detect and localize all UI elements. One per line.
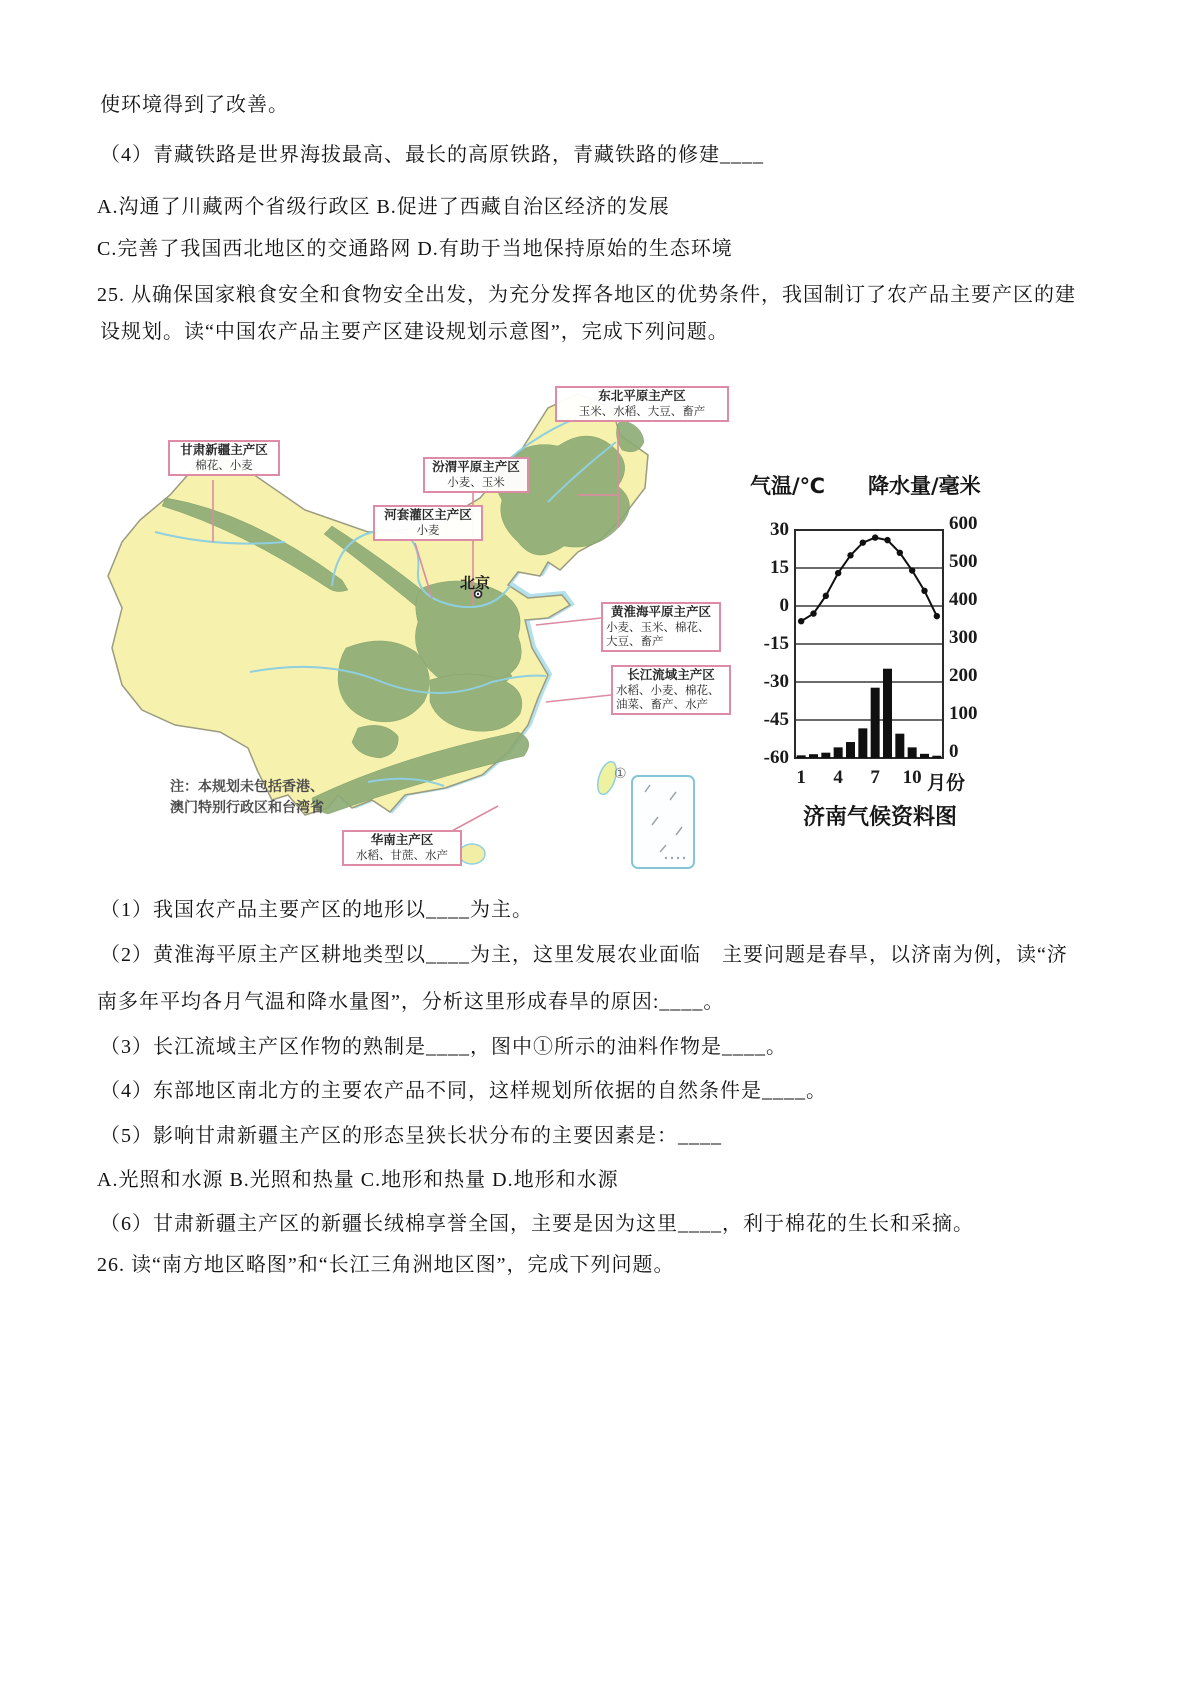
month-tick-1: 1 — [796, 767, 806, 788]
month-tick-4: 4 — [833, 767, 843, 788]
precip-bar-month-11 — [920, 754, 929, 758]
question-26-intro: 26. 读“南方地区略图”和“长江三角洲地区图”，完成下列问题。 — [97, 1254, 675, 1276]
question-25-intro-line1: 25. 从确保国家粮食安全和食物安全出发，为充分发挥各地区的优势条件，我国制订了农产品主要产区的建 — [97, 284, 1076, 306]
precip-bar-month-5 — [846, 742, 855, 758]
question-25-6: （6）甘肃新疆主产区的新疆长绒棉享誉全国，主要是因为这里____，利于棉花的生长和采摘。 — [100, 1213, 974, 1235]
chart-title: 济南气候资料图 — [802, 805, 957, 830]
precip-bar-month-3 — [821, 753, 830, 758]
temperature-point-month-8 — [884, 537, 890, 543]
temp-tick-15: 15 — [770, 557, 789, 578]
question-24-options-cd: C.完善了我国西北地区的交通路网 D.有助于当地保持原始的生态环境 — [97, 238, 733, 260]
label-yangtze-basin — [611, 665, 731, 715]
label-title: 汾渭平原主产区 — [432, 460, 520, 474]
precip-tick-0: 0 — [949, 741, 959, 762]
temp-tick--30: -30 — [763, 671, 789, 692]
precip-tick-200: 200 — [949, 665, 978, 686]
precip-bar-month-7 — [871, 688, 880, 758]
label-title: 黄淮海平原主产区 — [610, 605, 711, 619]
temperature-point-month-7 — [872, 534, 878, 540]
precip-tick-400: 400 — [949, 589, 978, 610]
month-axis-label: 月份 — [927, 772, 966, 794]
map-note — [170, 776, 324, 818]
temperature-point-month-9 — [897, 550, 903, 556]
temperature-point-month-1 — [798, 618, 804, 624]
beijing-dot-center — [477, 593, 479, 595]
circle-1-marker: ① — [614, 767, 627, 782]
label-crops: 玉米、水稻、大豆、畜产 — [578, 405, 706, 418]
month-tick-7: 7 — [870, 767, 880, 788]
label-title: 华南主产区 — [370, 833, 434, 847]
precip-axis-title: 降水量/毫米 — [868, 474, 981, 498]
temperature-point-month-6 — [860, 539, 866, 545]
label-title: 河套灌区主产区 — [384, 508, 472, 522]
question-24-options-ab: A.沟通了川藏两个省级行政区 B.促进了西藏自治区经济的发展 — [97, 196, 670, 218]
precip-bar-month-2 — [809, 754, 818, 758]
label-crops: 油菜、畜产、水产 — [616, 699, 708, 711]
paragraph-line: 使环境得到了改善。 — [100, 94, 289, 116]
temperature-point-month-4 — [835, 570, 841, 576]
question-25-2-line2: 南多年平均各月气温和降水量图”，分析这里形成春旱的原因:____。 — [97, 991, 725, 1013]
temp-tick--60: -60 — [763, 747, 789, 768]
label-fenwei-plain — [423, 457, 529, 493]
label-gansu-xinjiang — [168, 440, 280, 476]
label-hetao-irrigated — [373, 505, 483, 541]
temp-tick-0: 0 — [779, 595, 789, 616]
temperature-point-month-5 — [847, 552, 853, 558]
precip-tick-100: 100 — [949, 703, 978, 724]
question-25-5-options: A.光照和水源 B.光照和热量 C.地形和热量 D.地形和水源 — [97, 1169, 619, 1191]
label-south-china — [342, 830, 462, 866]
label-crops: 小麦 — [416, 524, 440, 537]
label-crops: 小麦、玉米 — [447, 476, 505, 489]
label-title: 长江流域主产区 — [627, 668, 715, 682]
question-24-item4: （4）青藏铁路是世界海拔最高、最长的高原铁路，青藏铁路的修建____ — [100, 144, 764, 166]
temperature-point-month-12 — [934, 613, 940, 619]
question-25-figure — [0, 380, 1200, 895]
question-25-3: （3）长江流域主产区作物的熟制是____，图中①所示的油料作物是____。 — [100, 1036, 787, 1058]
question-25-1: （1）我国农产品主要产区的地形以____为主。 — [100, 899, 533, 921]
label-crops: 水稻、小麦、棉花、 — [616, 684, 720, 697]
label-crops: 棉花、小麦 — [195, 459, 253, 472]
beijing-label: 北京 — [460, 575, 491, 592]
month-tick-10: 10 — [902, 767, 922, 788]
china-agriculture-map — [100, 380, 740, 895]
map-note-line2: 澳门特别行政区和台湾省 — [170, 799, 324, 815]
temperature-point-month-11 — [921, 588, 927, 594]
temperature-point-month-3 — [823, 593, 829, 599]
label-crops: 小麦、玉米、棉花、 — [606, 621, 710, 634]
temperature-point-month-2 — [810, 610, 816, 616]
question-25-4: （4）东部地区南北方的主要农产品不同，这样规划所依据的自然条件是____。 — [100, 1080, 827, 1102]
hainan-island — [459, 844, 485, 864]
label-title: 东北平原主产区 — [598, 389, 686, 403]
temperature-line — [801, 538, 937, 622]
precip-bar-month-9 — [895, 734, 904, 758]
question-25-5: （5）影响甘肃新疆主产区的形态呈狭长状分布的主要因素是：____ — [100, 1125, 722, 1147]
precip-bar-month-1 — [797, 755, 806, 758]
map-note-line1: 注：本规划未包括香港、 — [170, 778, 324, 794]
precip-bar-month-10 — [908, 747, 917, 758]
precip-tick-600: 600 — [949, 513, 978, 534]
label-huanghuaihai-plain — [601, 602, 721, 652]
temp-axis-title: 气温/℃ — [750, 474, 826, 498]
label-crops: 水稻、甘蔗、水产 — [356, 849, 448, 862]
precip-tick-300: 300 — [949, 627, 978, 648]
temperature-point-month-10 — [909, 567, 915, 573]
label-crops: 大豆、畜产 — [606, 636, 664, 648]
precip-bar-month-6 — [858, 728, 867, 758]
precip-bar-month-12 — [932, 756, 941, 758]
temp-tick-30: 30 — [770, 519, 789, 540]
jinan-climate-chart — [745, 468, 1035, 848]
precip-bar-month-8 — [883, 669, 892, 758]
precip-tick-500: 500 — [949, 551, 978, 572]
label-northeast-plain — [555, 386, 729, 422]
temp-tick--45: -45 — [763, 709, 789, 730]
question-25-2-line1: （2）黄淮海平原主产区耕地类型以____为主，这里发展农业面临 主要问题是春旱，以济南为例，读“济 — [100, 944, 1068, 966]
precip-bar-month-4 — [834, 747, 843, 758]
temp-tick--15: -15 — [763, 633, 789, 654]
south-china-sea-inset — [632, 776, 694, 868]
question-25-intro-line2: 设规划。读“中国农产品主要产区建设规划示意图”，完成下列问题。 — [100, 321, 729, 343]
label-title: 甘肃新疆主产区 — [180, 443, 268, 457]
